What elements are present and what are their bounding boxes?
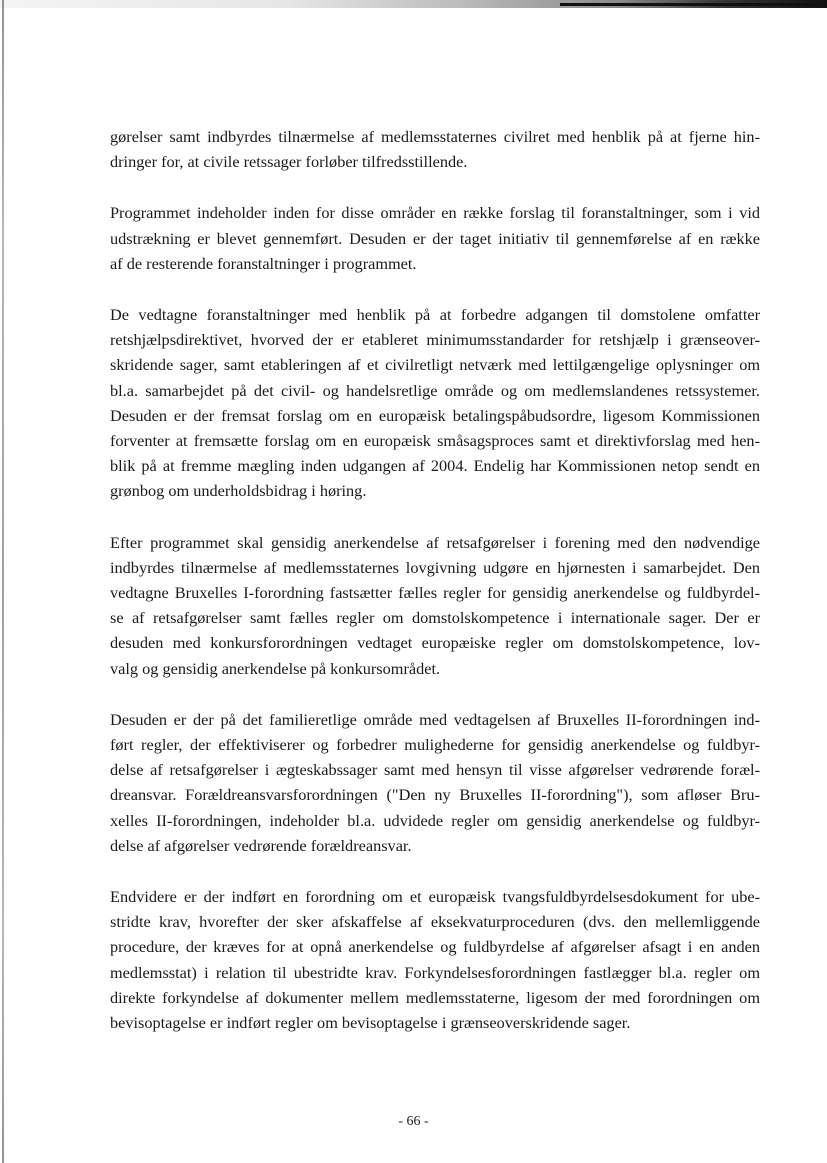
- text-line: grønbog om underholdsbidrag i høring.: [110, 481, 367, 501]
- text-line: Programmet indeholder inden for disse områder en række forslag til foranstaltninger, som i vid: [110, 203, 760, 223]
- scan-edge-top-line: [560, 3, 827, 6]
- text-line: stridte krav, hvorefter der sker afskaffelse af eksekvaturproceduren (dvs. den mellemliggende: [110, 912, 760, 932]
- text-line: dringer for, at civile retssager forløber tilfredsstillende.: [110, 152, 468, 172]
- text-line: procedure, der kræves for at opnå anerkendelse og fuldbyrdelse af afgørelser afsagt i en anden: [110, 937, 760, 957]
- text-line: ført regler, der effektiviserer og forbedrer mulighederne for gensidig anerkendelse og fuldbyr-: [110, 735, 760, 755]
- paragraph-6: [110, 884, 760, 1035]
- text-line: delse af afgørelser vedrørende forældreansvar.: [110, 835, 412, 855]
- paragraph-3: [110, 302, 760, 504]
- text-line: gørelser samt indbyrdes tilnærmelse af medlemsstaternes civilret med henblik på at fjerne hin-: [110, 127, 760, 146]
- text-line: direkte forkyndelse af dokumenter mellem medlemsstaterne, ligesom der med forordningen om: [110, 987, 760, 1007]
- text-line: xelles II-forordningen, indeholder bl.a. udvidede regler om gensidig anerkendelse og fuldbyr-: [110, 810, 760, 830]
- text-line: Endvidere er der indført en forordning om et europæisk tvangsfuldbyrdelsesdokument for ube-: [110, 887, 760, 907]
- text-line: af de resterende foranstaltninger i programmet.: [110, 253, 417, 273]
- text-line: dreansvar. Forældreansvarsforordningen ("Den ny Bruxelles II-forordning"), som afløser Bru-: [110, 785, 760, 805]
- text-line: indbyrdes tilnærmelse af medlemsstaternes lovgivning udgøre en hjørnesten i samarbejdet. Den: [110, 557, 760, 577]
- text-line: vedtagne Bruxelles I-forordning fastsætter fælles regler for gensidig anerkendelse og fuldbyrdel-: [110, 583, 760, 603]
- text-line: skridende sager, samt etableringen af et civilretligt netværk med lettilgængelige oplysninger om: [110, 355, 760, 375]
- text-line: bevisoptagelse er indført regler om bevisoptagelse i grænseoverskridende sager.: [110, 1013, 631, 1033]
- text-line: De vedtagne foranstaltninger med henblik på at forbedre adgangen til domstolene omfatter: [110, 305, 760, 325]
- text-line: delse af retsafgørelser i ægteskabssager samt med hensyn til visse afgørelser vedrørende foræl-: [110, 760, 760, 780]
- text-line: se af retsafgørelser samt fælles regler om domstolskompetence i internationale sager. Der er: [110, 608, 760, 628]
- text-line: desuden med konkursforordningen vedtaget europæiske regler om domstolskompetence, lov-: [110, 633, 760, 653]
- paragraph-4: [110, 530, 760, 681]
- paragraph-2: [110, 200, 760, 276]
- paragraph-5: [110, 707, 760, 858]
- page-body: [110, 124, 760, 1061]
- text-line: Efter programmet skal gensidig anerkendelse af retsafgørelser i forening med den nødvendige: [110, 532, 760, 552]
- text-line: Desuden er der på det familieretlige område med vedtagelsen af Bruxelles II-forordningen ind-: [110, 709, 760, 729]
- text-line: forventer at fremsætte forslag om en europæisk småsagsproces samt et direktivforslag med hen-: [110, 431, 760, 451]
- scan-edge-left: [2, 0, 4, 1163]
- paragraph-1: [110, 124, 760, 174]
- text-line: valg og gensidig anerkendelse på konkursområdet.: [110, 658, 441, 678]
- text-line: retshjælpsdirektivet, hvorved der er etableret minimumsstandarder for retshjælp i grænseover-: [110, 330, 760, 350]
- page-number: - 66 -: [398, 1114, 429, 1129]
- text-line: udstrækning er blevet gennemført. Desuden er der taget initiativ til gennemførelse af en række: [110, 228, 760, 248]
- text-line: blik på at fremme mægling inden udgangen af 2004. Endelig har Kommissionen netop sendt en: [110, 456, 760, 476]
- text-line: medlemsstat) i relation til ubestridte krav. Forkyndelsesforordningen fastlægger bl.a. regler om: [110, 962, 760, 982]
- text-line: Desuden er der fremsat forslag om en europæisk betalingspåbudsordre, ligesom Kommissionen: [110, 405, 760, 425]
- text-line: bl.a. samarbejdet på det civil- og handelsretlige område og om medlemslandenes retssystemer.: [110, 380, 760, 400]
